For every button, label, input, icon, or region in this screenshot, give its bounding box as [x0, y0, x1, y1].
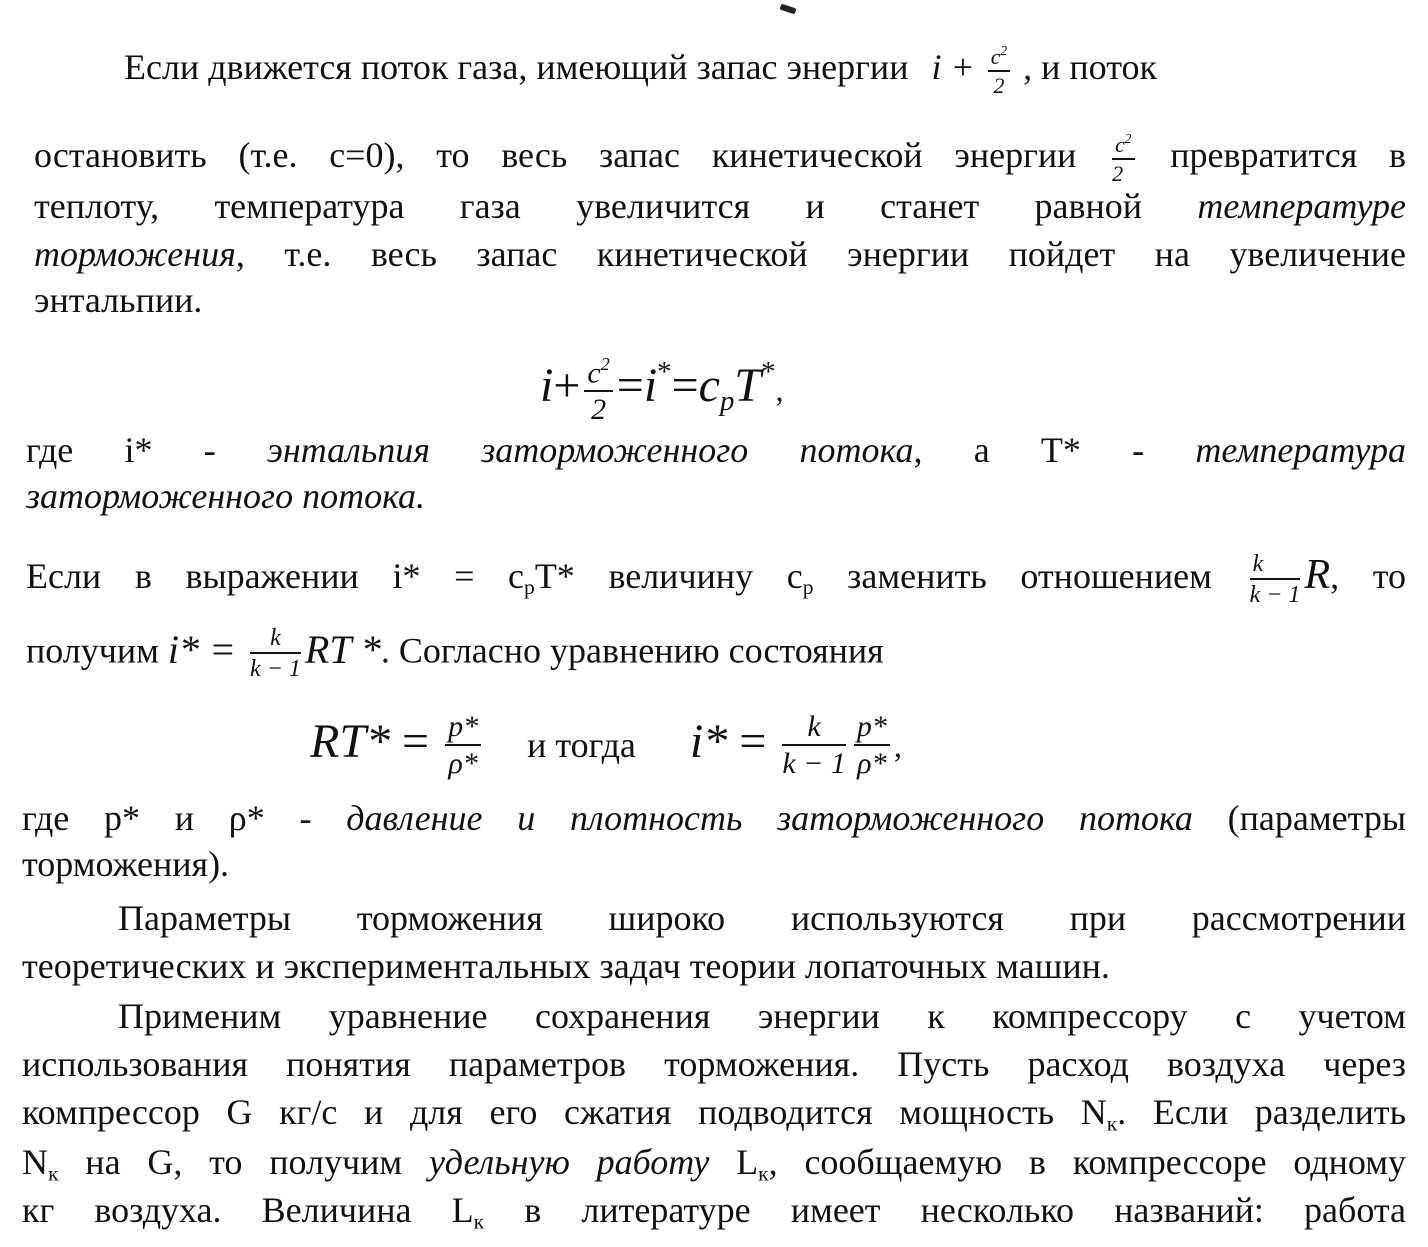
p2-line2: заторможенного потока. — [26, 476, 426, 516]
p3-line1: Если в выражении $i* = c_pT*$ величину $c_p$ заменить отношением $\frac{k}{k - 1}$ R, то — [26, 551, 1406, 608]
p6-line1: Применим уравнение сохранения энергии к компрессору с учетом — [118, 996, 1406, 1036]
p3-line2: получим i* = $\frac{k}{k - 1}$ RT *. Согласно уравнению состояния — [26, 625, 884, 682]
formula-i-plus-c2: i + $\frac{c^2}{2}$ — [931, 47, 1023, 87]
p1-line2: остановить (т.е. с=0), то весь запас кинетической энергии $\frac{c^2}{2}$ превратится в — [34, 131, 1407, 187]
p2-line1: где i* - энтальпия заторможенного потока, а Т* - температура — [26, 430, 1406, 470]
p4-line1: где р* и ρ* - давление и плотность заторможенного потока (параметры — [22, 798, 1407, 838]
p1-line3: теплоту, температура газа увеличится и станет равной температуре — [34, 186, 1407, 226]
text: , и поток — [1023, 46, 1157, 87]
p1-line4: торможения, т.е. весь запас кинетической энергии пойдет на увеличение — [34, 234, 1406, 274]
p1-line1 — [0, 44, 1404, 97]
text: Если движется поток газа, имеющий запас энергии — [124, 46, 909, 87]
p4-line2: торможения). — [22, 844, 230, 884]
formula-i-star: i* = $\frac{k}{k - 1}$ RT * — [167, 625, 381, 682]
p5-line2: теоретических и экспериментальных задач теории лопаточных машин. — [22, 946, 1110, 986]
p1-line5: энтальпии. — [34, 280, 203, 320]
p5-line1: Параметры торможения широко используются при рассмотрении — [118, 898, 1406, 938]
p6-line5: кг воздуха. Величина $L_к$ в литературе имеет несколько названий: работа — [22, 1190, 1406, 1234]
p6-line3: компрессор G кг/с и для его сжатия подводится мощность $N_к$. Если разделить — [22, 1092, 1406, 1136]
formula-c2-over-2: $\frac{c^2}{2}$ — [1112, 132, 1134, 185]
equation-state: RT* = $\frac{p*}{\rho*}$ и тогда i* = $\frac{k}{k - 1}$ $\frac{p*}{\rho*}$ , — [310, 710, 902, 781]
p6-line4: $N_к$ на G, то получим удельную работу $L_к$, сообщаемую в компрессоре одному — [22, 1142, 1406, 1186]
equation-stagnation-enthalpy: i+ $\frac{c^2}{2}$ $=i^*=c_pT^*$, — [540, 353, 784, 427]
p6-line2: использования понятия параметров торможения. Пусть расход воздуха через — [22, 1044, 1406, 1084]
scan-mark — [779, 4, 796, 15]
